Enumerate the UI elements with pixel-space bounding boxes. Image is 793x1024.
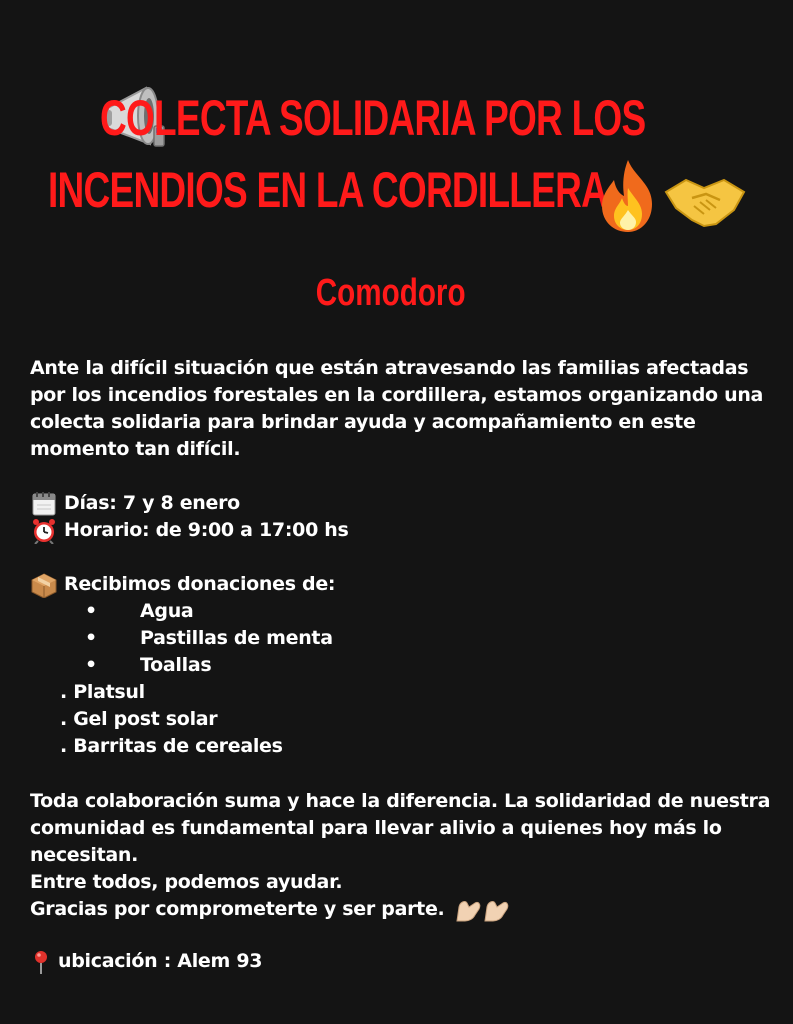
pin-icon: [30, 949, 52, 975]
location-row: [30, 948, 262, 975]
closing-paragraph: [30, 788, 775, 896]
title-line-2: INCENDIOS EN LA CORDILLERA: [48, 162, 608, 218]
thanks-row: [30, 896, 519, 923]
hours-text: Horario: de 9:00 a 17:00 hs: [64, 519, 349, 541]
donations-heading-row: [30, 571, 335, 598]
title-line-1: COLECTA SOLIDARIA POR LOS: [100, 90, 646, 146]
location-text: ubicación : Alem 93: [58, 950, 263, 972]
list-item: • Agua: [85, 600, 194, 622]
dates-row: [30, 490, 240, 517]
flexed-biceps-icon: [453, 897, 513, 923]
calendar-icon: [30, 491, 58, 517]
dates-text: Días: 7 y 8 enero: [64, 492, 240, 514]
fire-icon: [594, 158, 662, 234]
thanks-text: Gracias por comprometerte y ser parte.: [30, 898, 445, 920]
donations-heading: Recibimos donaciones de:: [64, 573, 336, 595]
hours-row: [30, 517, 349, 544]
package-icon: [30, 572, 58, 598]
list-item: . Barritas de cereales: [60, 735, 283, 757]
subtitle: Comodoro: [315, 272, 466, 314]
closing-text: Toda colaboración suma y hace la diferencia. La solidaridad de nuestra comunidad es fundamental para llevar alivio a quienes hoy más lo necesitan.: [30, 790, 771, 866]
closing-line: Entre todos, podemos ayudar.: [30, 871, 343, 893]
alarm-clock-icon: [30, 518, 58, 544]
list-item: . Platsul: [60, 681, 145, 703]
list-item: . Gel post solar: [60, 708, 218, 730]
list-item: • Toallas: [85, 654, 212, 676]
intro-paragraph: Ante la difícil situación que están atravesando las familias afectadas por los incendios forestales en la cordillera, estamos organizando una colecta solidaria para brindar ayuda y acompañamiento en este momento tan difícil.: [30, 357, 764, 460]
handshake-icon: [664, 170, 746, 230]
list-item: • Pastillas de menta: [85, 627, 333, 649]
